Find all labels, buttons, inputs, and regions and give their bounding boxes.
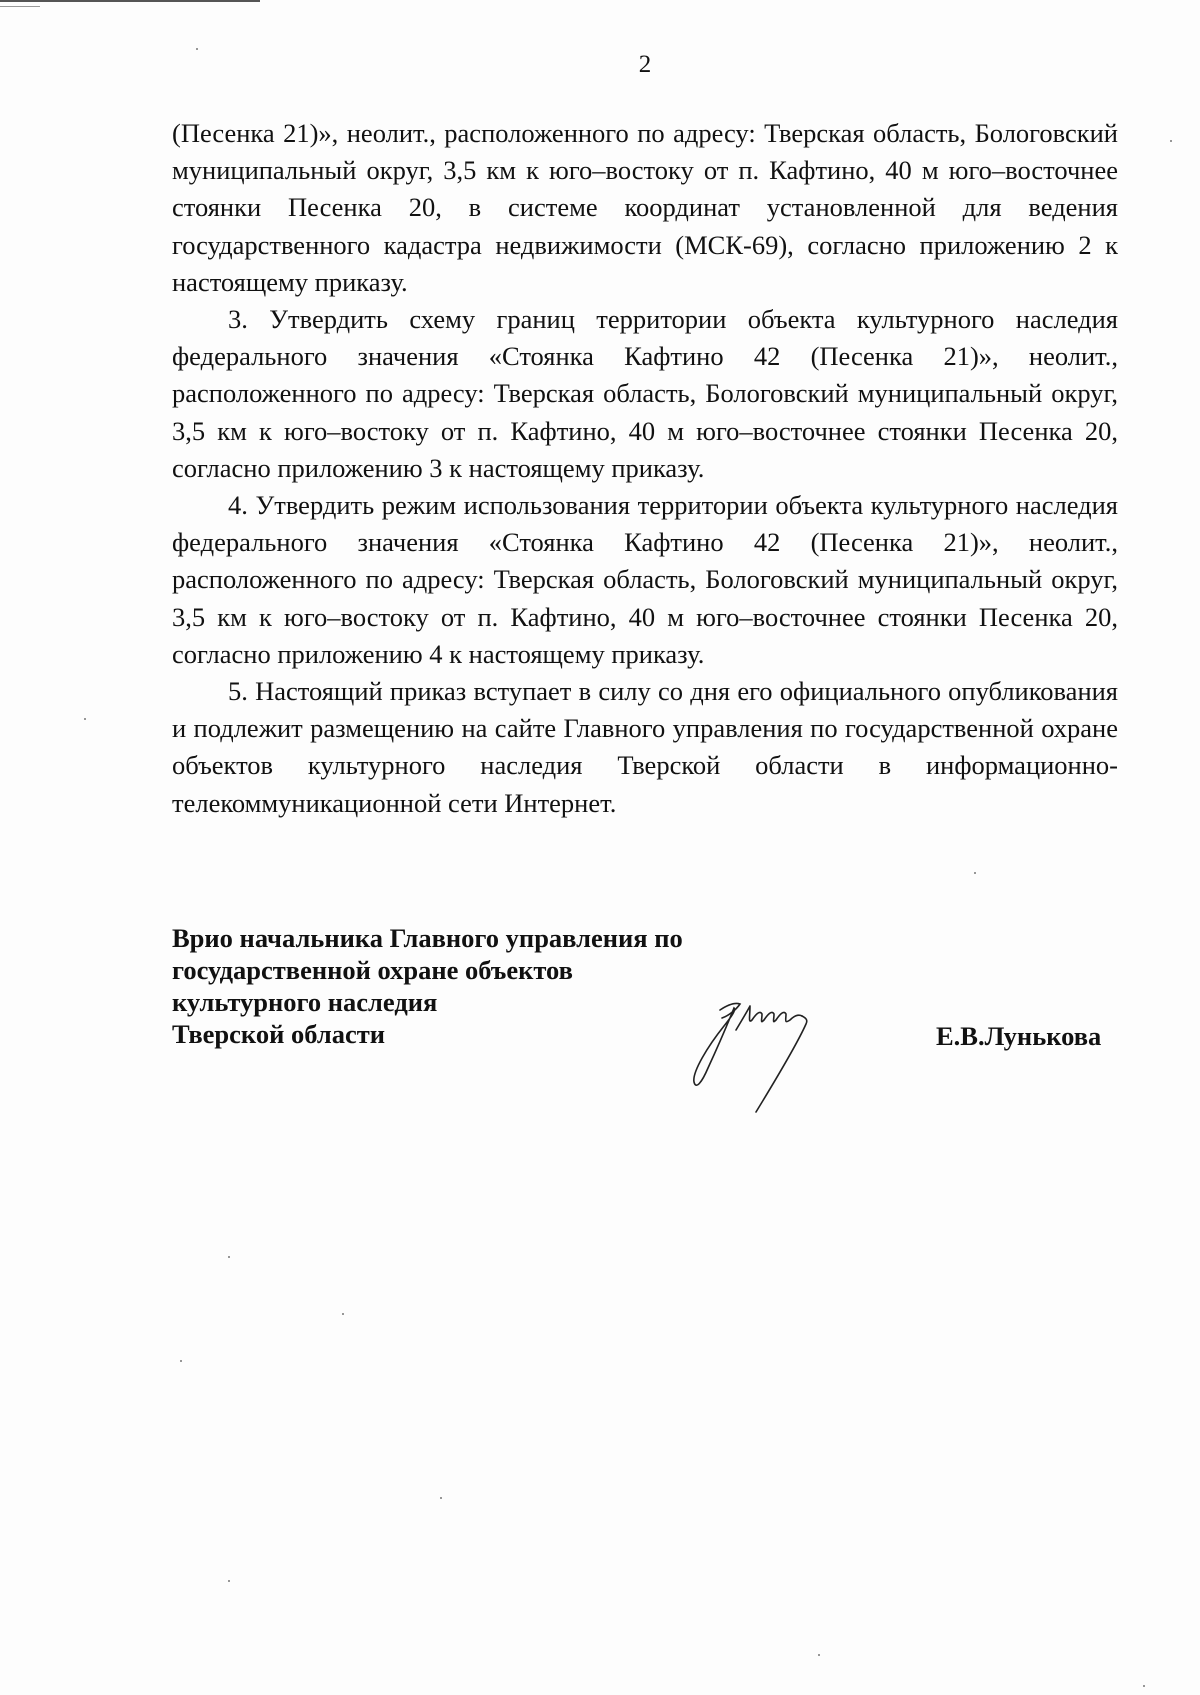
signatory-name: Е.В.Лунькова xyxy=(936,1021,1102,1051)
signatory-position-line: культурного наследия xyxy=(172,987,438,1017)
signatory-position-line: государственной охране объектов xyxy=(172,955,573,985)
scan-speck xyxy=(84,718,86,720)
scan-speck xyxy=(1143,1685,1145,1687)
scan-speck xyxy=(818,1654,820,1656)
scan-speck xyxy=(974,872,976,874)
scan-edge-mark-short xyxy=(0,6,40,7)
handwritten-signature-icon xyxy=(690,980,880,1120)
paragraph-item-5: 5. Настоящий приказ вступает в силу со дня его официального опубликования и подлежит размещению на сайте Главного управления по государственной охране объектов культурного наследия Тверской области в информационно-телекоммуникационной сети Интернет. xyxy=(172,676,1118,818)
paragraph-item-3: 3. Утвердить схему границ территории объекта культурного наследия федерального значения «Стоянка Кафтино 42 (Песенка 21)», неолит., расположенного по адресу: Тверская область, Бологовский муниципальный округ, 3,5 км к юго–востоку от п. Кафтино, 40 м юго–восточнее стоянки Песенка 20, согласно приложению 3 к настоящему приказу. xyxy=(172,304,1118,483)
scan-speck xyxy=(342,1313,344,1315)
scan-edge-mark xyxy=(0,0,260,2)
scan-speck xyxy=(180,1360,182,1362)
signatory-position-line: Тверской области xyxy=(172,1019,385,1049)
order-body xyxy=(172,115,1118,822)
scan-speck xyxy=(228,1580,230,1582)
paragraph-item-4: 4. Утвердить режим использования территории объекта культурного наследия федерального значения «Стоянка Кафтино 42 (Песенка 21)», неолит., расположенного по адресу: Тверская область, Бологовский муниципальный округ, 3,5 км к юго–востоку от п. Кафтино, 40 м юго–восточнее стоянки Песенка 20, согласно приложению 4 к настоящему приказу. xyxy=(172,490,1118,669)
scan-speck xyxy=(440,1497,442,1499)
scan-speck xyxy=(196,48,198,50)
paragraph-continuation: (Песенка 21)», неолит., расположенного по адресу: Тверская область, Бологовский муниципальный округ, 3,5 км к юго–востоку от п. Кафтино, 40 м юго–восточнее стоянки Песенка 20, в системе координат установленной для ведения государственного кадастра недвижимости (МСК-69), согласно приложению 2 к настоящему приказу. xyxy=(172,118,1118,297)
signatory-position-line: Врио начальника Главного управления по xyxy=(172,923,683,953)
page-number: 2 xyxy=(638,51,652,78)
scan-speck xyxy=(1170,140,1172,142)
scan-speck xyxy=(228,1256,230,1258)
